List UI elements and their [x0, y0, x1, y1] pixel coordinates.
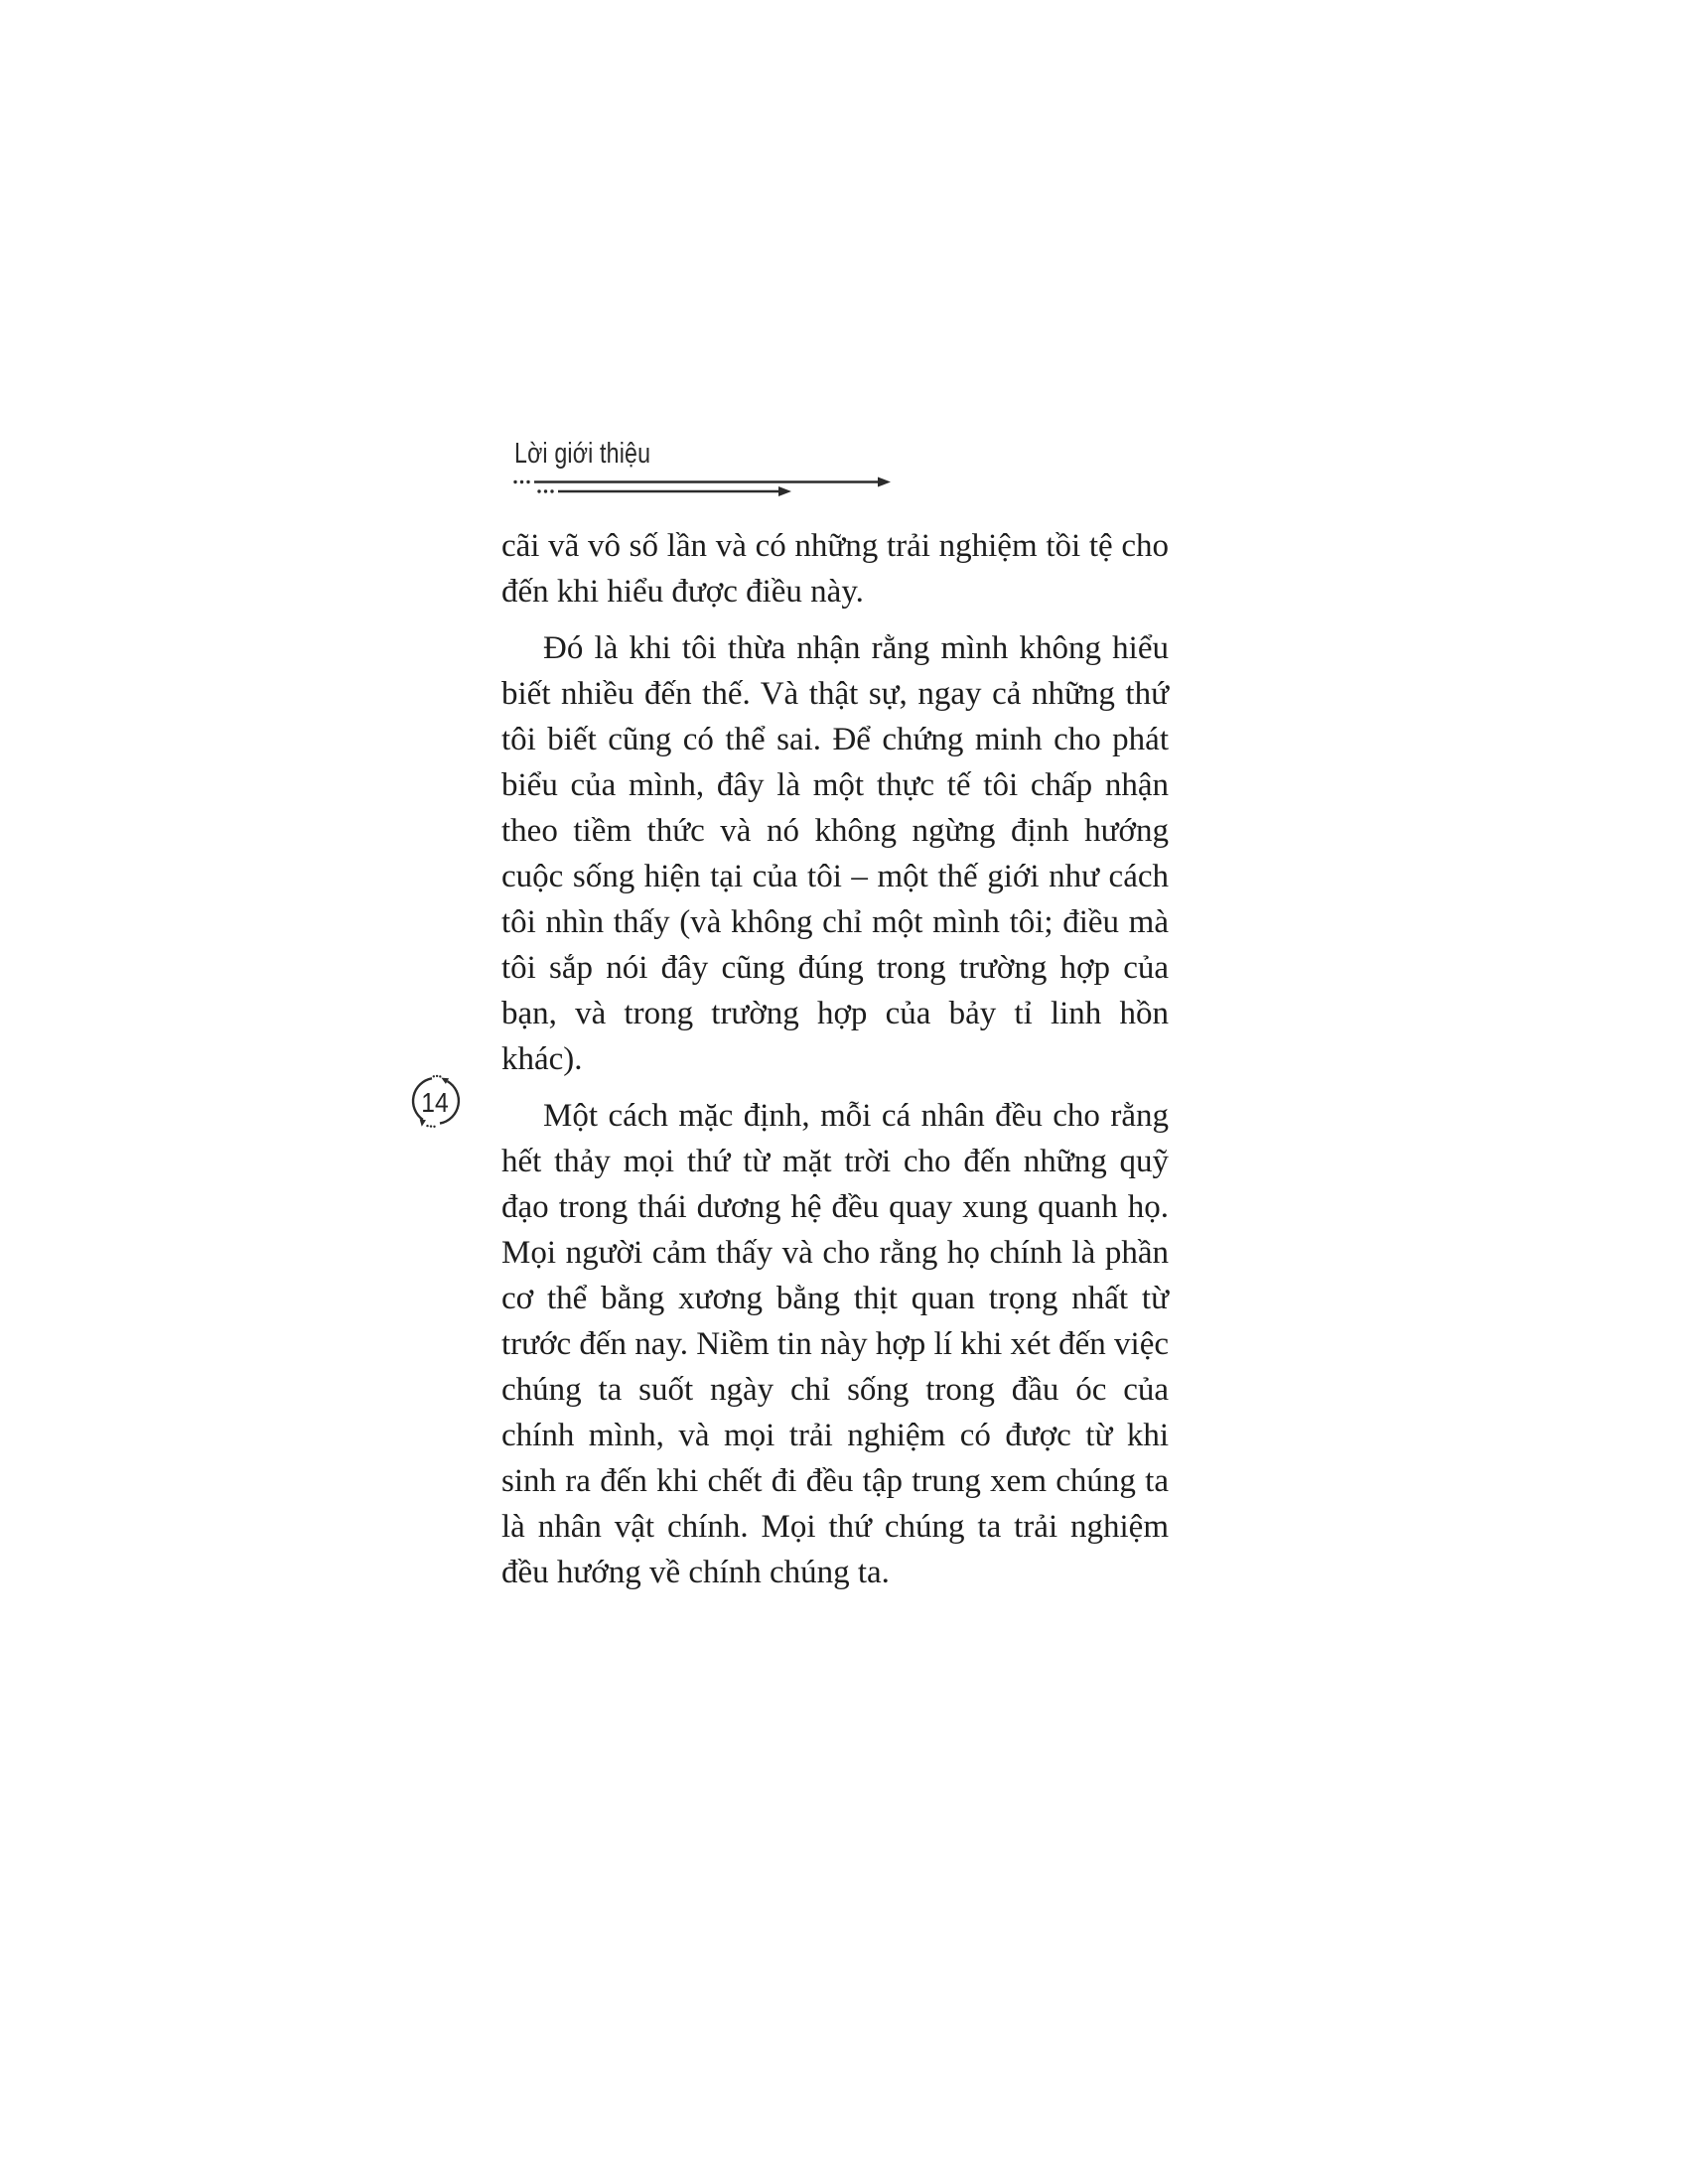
chapter-title: Lời giới thiệu: [514, 438, 651, 470]
body-text: [501, 523, 1169, 1606]
double-arrow-decoration-icon: [512, 476, 910, 499]
paragraph: cãi vã vô số lần và có những trải nghiệm tồi tệ cho đến khi hiểu được điều này.: [501, 528, 1169, 610]
paragraph: Đó là khi tôi thừa nhận rằng mình không hiểu biết nhiều đến thế. Và thật sự, ngay cả những thứ tôi biết cũng có thể sai. Để chứng minh cho phát biểu của mình, đây là một thực tế tôi chấp nhận theo tiềm thức và nó không ngừng định hướng cuộc sống hiện tại của tôi – một thế giới như cách tôi nhìn thấy (và không chỉ một mình tôi; điều mà tôi sắp nói đây cũng đúng trong trường hợp của bạn, và trong trường hợp của bảy tỉ linh hồn khác).: [501, 630, 1169, 1077]
page-number: 14: [421, 1087, 449, 1118]
page-number-badge: [405, 1070, 467, 1132]
paragraph: Một cách mặc định, mỗi cá nhân đều cho rằng hết thảy mọi thứ từ mặt trời cho đến những quỹ đạo trong thái dương hệ đều quay xung quanh họ. Mọi người cảm thấy và cho rằng họ chính là phần cơ thể bằng xương bằng thịt quan trọng nhất từ trước đến nay. Niềm tin này hợp lí khi xét đến việc chúng ta suốt ngày chỉ sống trong đầu óc của chính mình, và mọi trải nghiệm có được từ khi sinh ra đến khi chết đi đều tập trung xem chúng ta là nhân vật chính. Mọi thứ chúng ta trải nghiệm đều hướng về chính chúng ta.: [501, 1098, 1169, 1590]
